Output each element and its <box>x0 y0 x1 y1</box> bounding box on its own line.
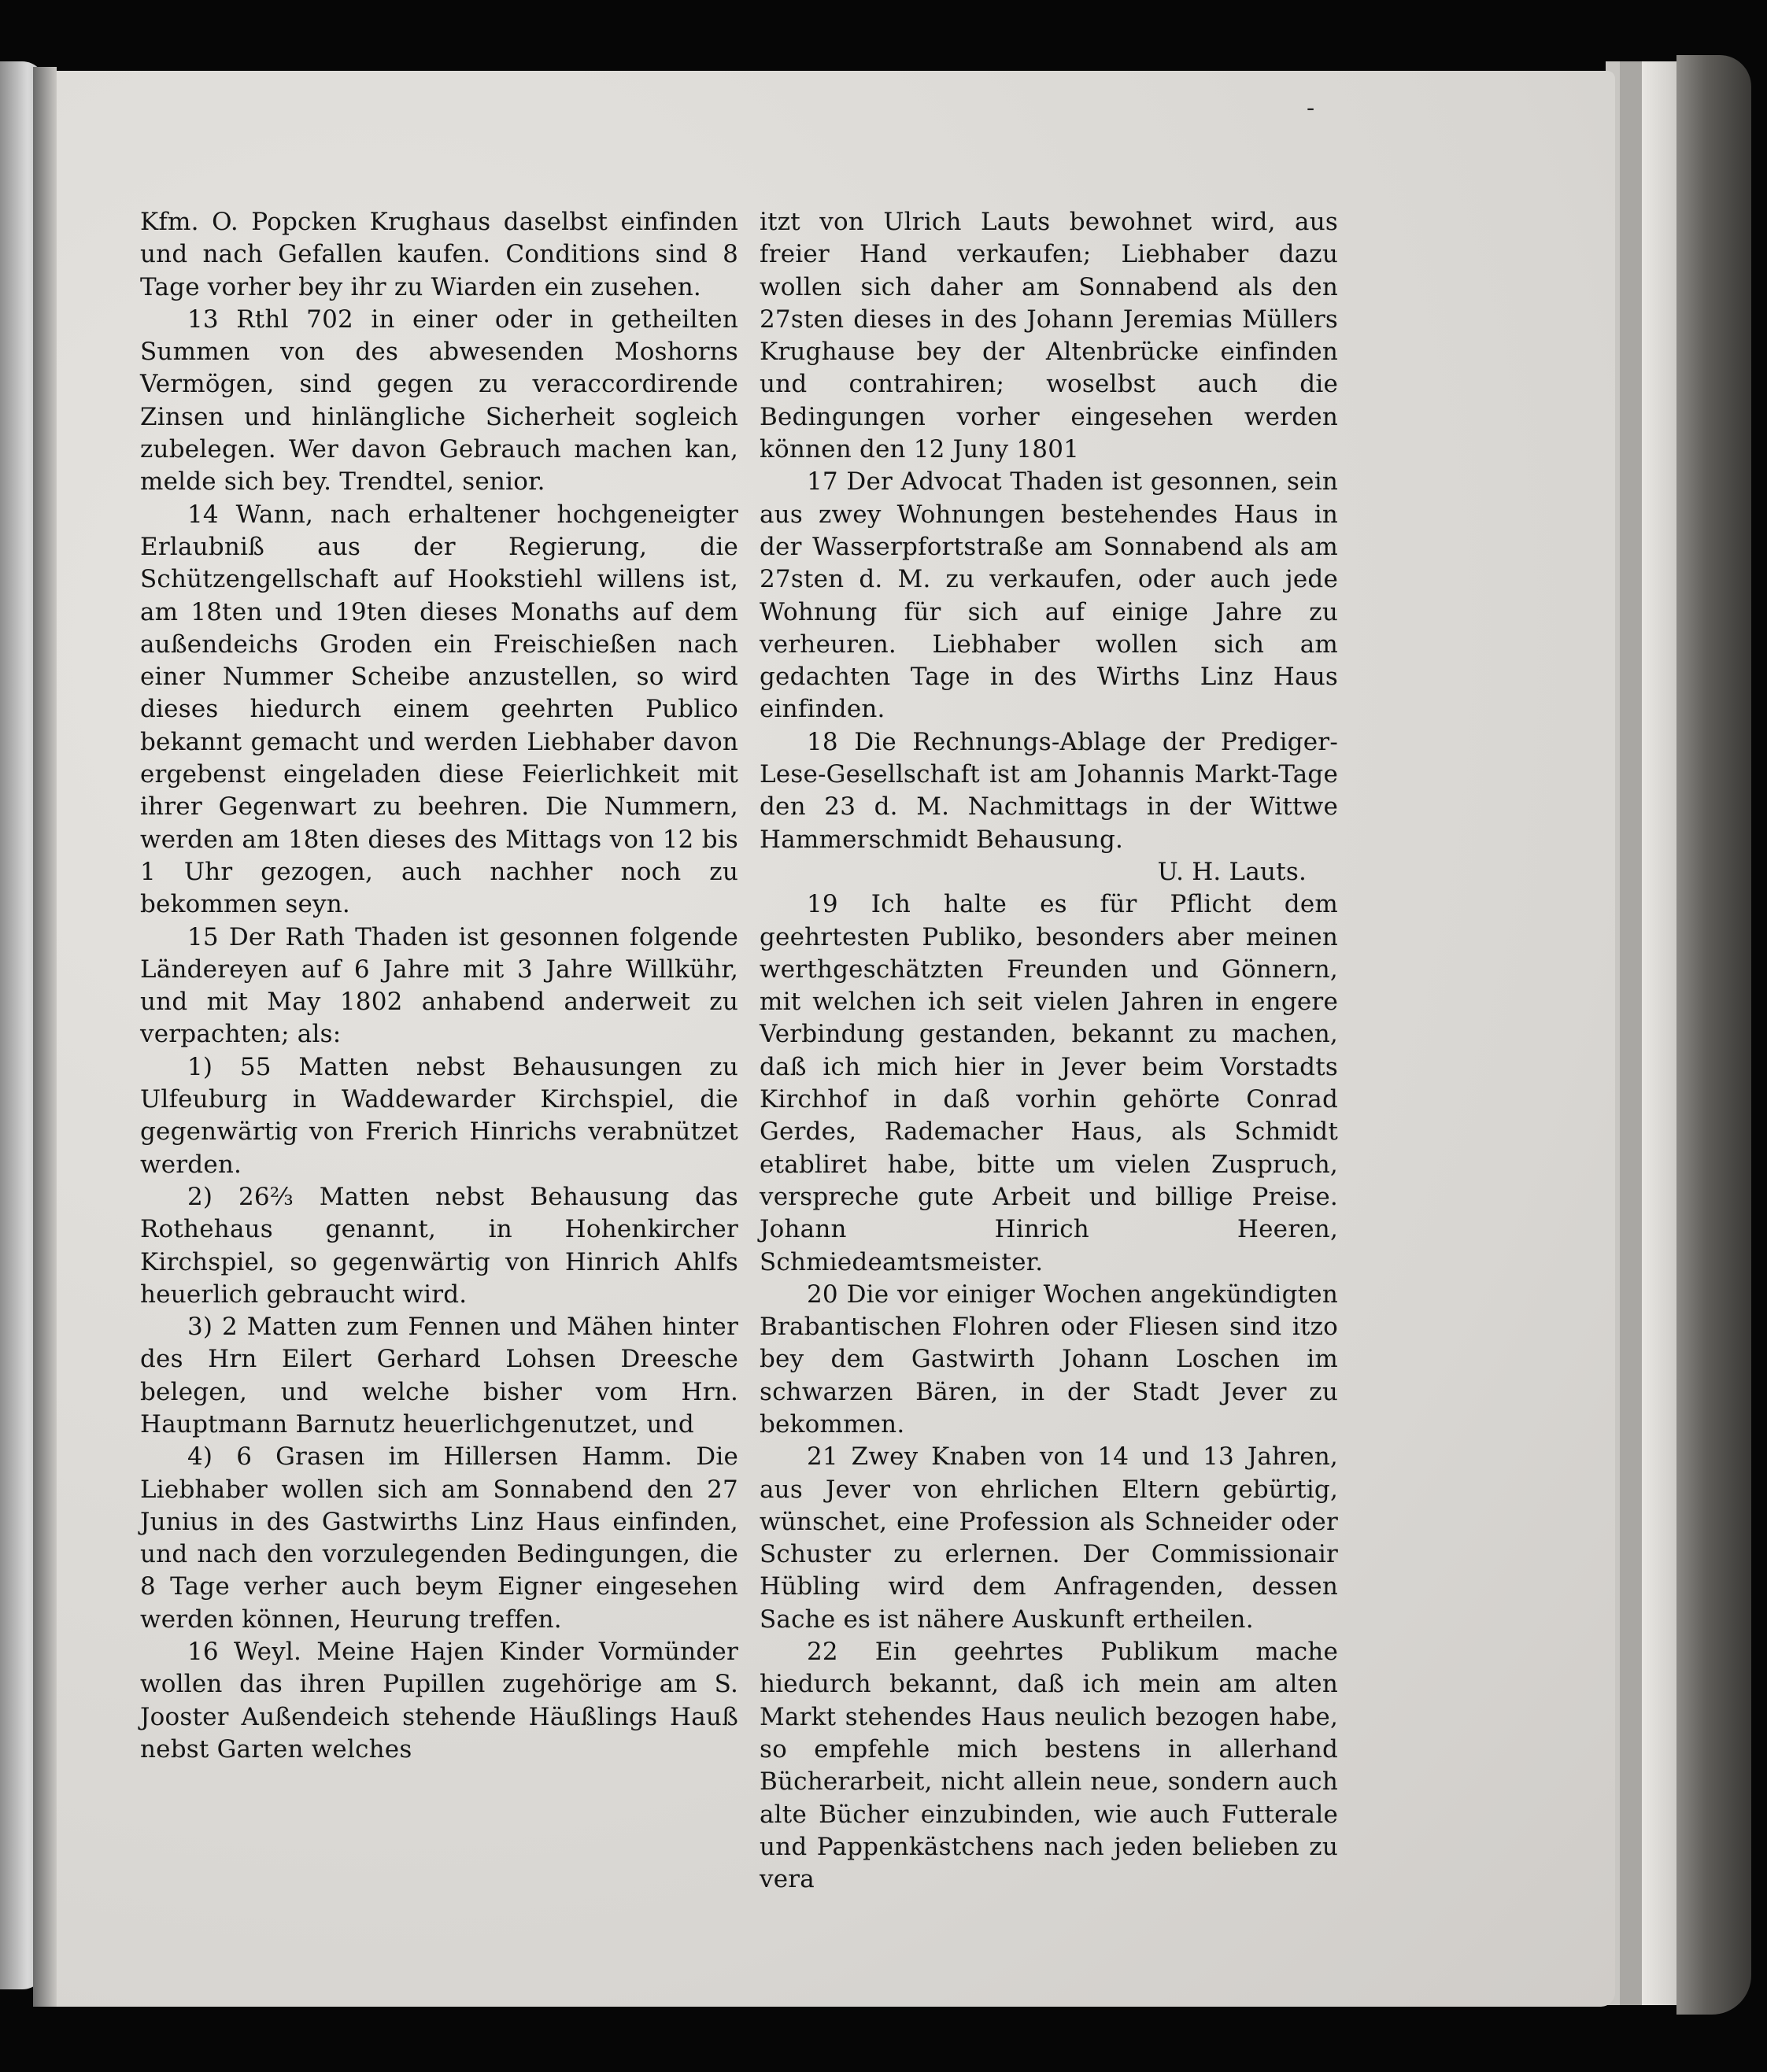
notice-paragraph: 18 Die Rechnungs-Ablage der Prediger-Lese-Gesellschaft ist am Johannis Markt-Tage den 23 d. M. Nachmittags in der Wittwe Hammerschmidt Behausung. <box>760 727 1338 854</box>
page-stack-edge <box>1642 61 1676 2005</box>
book-gutter <box>33 67 57 2007</box>
notice-paragraph: 1) 55 Matten nebst Behausungen zu Ulfeuburg in Waddewarder Kirchspiel, die gegenwärtig von Frerich Hinrichs verabnützet werden. <box>140 1052 738 1179</box>
notice-paragraph: 4) 6 Grasen im Hillersen Hamm. Die Liebhaber wollen sich am Sonnabend den 27 Junius in des Gastwirths Linz Haus einfinden, und nach den vorzulegenden Bedingungen, die 8 Tage verher auch beym Eigner eingesehen werden können, Heurung treffen. <box>140 1442 738 1634</box>
notice-paragraph: 15 Der Rath Thaden ist gesonnen folgende Ländereyen auf 6 Jahre mit 3 Jahre Willkühr, und mit May 1802 anhabend anderweit zu verpachten; als: <box>140 922 738 1049</box>
page-stack-edge <box>1620 61 1642 2005</box>
notice-paragraph: 17 Der Advocat Thaden ist gesonnen, sein aus zwey Wohnungen bestehendes Haus in der Wasserpfortstraße am Sonnabend als am 27sten d. M. zu verkaufen, oder auch jede Wohnung für sich auf einige Jahre zu verheuren. Liebhaber wollen sich am gedachten Tage in des Wirths Linz Haus einfinden. <box>760 467 1338 724</box>
signature-line: U. H. Lauts. <box>1157 857 1307 886</box>
notice-paragraph: 14 Wann, nach erhaltener hochgeneigter Erlaubniß aus der Regierung, die Schützengellschaft auf Hookstiehl willens ist, am 18ten und 19ten dieses Monaths auf dem außendeichs Groden ein Freischießen nach einer Nummer Scheibe anzustellen, so wird dieses hiedurch einem geehrten Publico bekannt gemacht und werden Liebhaber davon ergebenst eingeladen diese Feierlichkeit mit ihrer Gegenwart zu beehren. Die Nummern, werden am 18ten dieses des Mittags von 12 bis 1 Uhr gezogen, auch nachher noch zu bekommen seyn. <box>140 500 738 919</box>
notice-paragraph: 13 Rthl 702 in einer oder in getheilten Summen von des abwesenden Moshorns Vermögen, sind gegen zu veraccordirende Zinsen und hinlängliche Sicherheit sogleich zubelegen. Wer davon Gebrauch machen kan, melde sich bey. Trendtel, senior. <box>140 305 738 497</box>
notice-paragraph: 16 Weyl. Meine Hajen Kinder Vormünder wollen das ihren Pupillen zugehörige am S. Jooster Außendeich stehende Häußlings Hauß nebst Garten welches <box>140 1638 738 1764</box>
notice-paragraph: 22 Ein geehrtes Publikum mache hiedurch bekannt, daß ich mein am alten Markt stehendes Haus neulich bezogen habe, so empfehle mich bestens in allerhand Bücherarbeit, nicht allein neue, sondern auch alte Bücher einzubinden, wie auch Futterale und Pappenkästchens nach jeden belieben zu vera <box>760 1638 1338 1894</box>
right-column <box>760 206 1338 1896</box>
notice-paragraph: Kfm. O. Popcken Krughaus daselbst einfinden und nach Gefallen kaufen. Conditions sind 8 Tage vorher bey ihr zu Wiarden ein zusehen. <box>140 208 738 301</box>
book-cover-edge <box>1676 55 1751 2015</box>
notice-paragraph: 19 Ich halte es für Pflicht dem geehrtesten Publiko, besonders aber meinen werthgeschätzten Freunden und Gönnern, mit welchen ich seit vielen Jahren in engere Verbindung gestanden, bekannt zu machen, daß ich mich hier in Jever beim Vorstadts Kirchhof in daß vorhin gehörte Conrad Gerdes, Rademacher Haus, als Schmidt etabliret habe, bitte um vielen Zuspruch, verspreche gute Arbeit und billige Preise. Johann Hinrich Heeren, Schmiedeamtsmeister. <box>760 890 1338 1276</box>
notice-paragraph: 20 Die vor einiger Wochen angekündigten Brabantischen Flohren oder Fliesen sind itzo bey dem Gastwirth Johann Loschen im schwarzen Bären, in der Stadt Jever zu bekommen. <box>760 1280 1338 1439</box>
notice-paragraph: 21 Zwey Knaben von 14 und 13 Jahren, aus Jever von ehrlichen Eltern gebürtig, wünschet, eine Profession als Schneider oder Schuster zu erlernen. Der Commissionair Hübling wird dem Anfragenden, dessen Sache es ist nähere Auskunft ertheilen. <box>760 1442 1338 1634</box>
left-column <box>140 206 738 1766</box>
notice-paragraph: 2) 26⅔ Matten nebst Behausung das Rothehaus genannt, in Hohenkircher Kirchspiel, so gegenwärtig von Hinrich Ahlfs heuerlich gebraucht wird. <box>140 1182 738 1309</box>
page-mark: - <box>1307 94 1315 122</box>
notice-paragraph: 3) 2 Matten zum Fennen und Mähen hinter des Hrn Eilert Gerhard Lohsen Dreesche belegen, und welche bisher vom Hrn. Hauptmann Barnutz heuerlichgenutzet, und <box>140 1313 738 1439</box>
notice-paragraph: itzt von Ulrich Lauts bewohnet wird, aus freier Hand verkaufen; Liebhaber dazu wollen sich daher am Sonnabend als den 27sten dieses in des Johann Jeremias Müllers Krughause bey der Altenbrücke einfinden und contrahiren; woselbst auch die Bedingungen vorher eingesehen werden können den 12 Juny 1801 <box>760 208 1338 464</box>
